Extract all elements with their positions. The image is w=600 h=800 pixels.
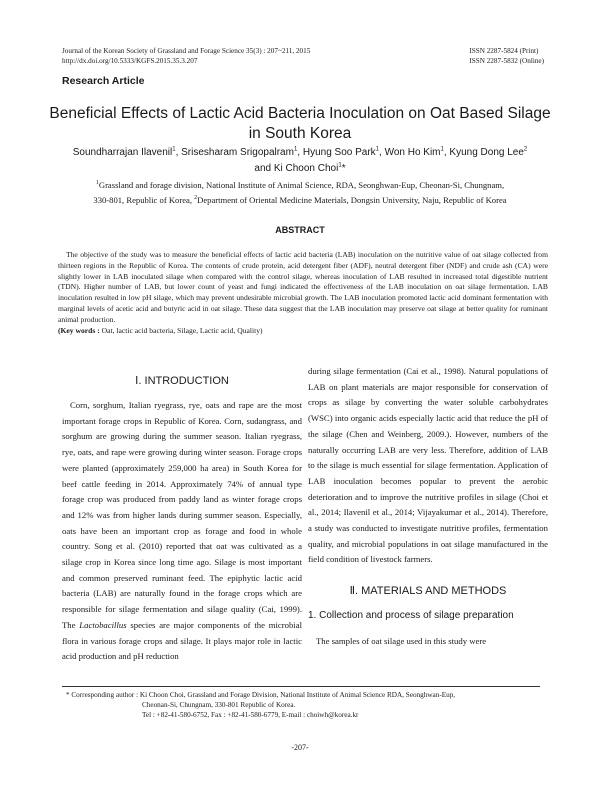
corr-line-3: Tel : +82-41-580-6752, Fax : +82-41-580-6779, E-mail : choiwh@korea.kr [142, 711, 359, 720]
author-name: , Won Ho Kim [379, 147, 441, 158]
affiliation-text: Grassland and forage division, National Institute of Animal Science, RDA, Seonghwan-Eup, Cheonan-Si, Chungnam, [98, 180, 505, 190]
affiliation-line-1 [40, 178, 560, 193]
methods-heading: Ⅱ. MATERIALS AND METHODS [349, 585, 507, 598]
affil-mark: 2 [194, 195, 198, 202]
methods-subheading: 1. Collection and process of silage preparation [308, 610, 514, 622]
author-name: , Kyung Dong Lee [443, 147, 524, 158]
paper-title [40, 104, 560, 144]
author-list [40, 145, 560, 177]
doi-link[interactable]: http://dx.doi.org/10.5333/KGFS.2015.35.3.207 [62, 57, 198, 65]
affiliation-text: 330-801, Republic of Korea, [93, 195, 195, 205]
author-name: , Srisesharam Srigopalram [175, 147, 294, 158]
intro-text: species are major components of the microbial flora in various forage crops and silage. It plays major role in lactic acid production and pH reduction [62, 619, 302, 662]
issn-print: ISSN 2287-5824 (Print) [469, 47, 539, 55]
keywords-label: (Key words : [58, 325, 100, 335]
intro-text: Corn, sorghum, Italian ryegrass, rye, oats and rape are the most important forage crops in Republic of Korea. Corn, sudangrass, and sorghum are growing during the summer season. Italian ryegrass, rye, oats, and rape were growing during winter season. Forage crops were planted (approximately 259,000 ha area) in South Korea for beef cattle feeding in 2014. Approximately 74% of annual type forage crop was produced from paddy land as winter forage crops and 12% was from higher lands during summer season. Especially, oats have been an important crop as forage and food in whole country. Song et al. (2010) reported that oat was cultivated as a silage crop in Korea since long time ago. Silage is most important and common preserved ruminant feed. The epiphytic lactic acid bacteria (LAB) are naturally found in the forage crops which are responsible for silage fermentation and silage quality (Cai, 1999). The [62, 400, 302, 630]
right-column [308, 364, 548, 650]
author-affil-mark: 1 [440, 146, 444, 153]
affiliations [40, 178, 560, 208]
corr-line-2: Cheonan-Si, Chungnam, 330-801 Republic of Korea. [142, 701, 296, 710]
author-affil-mark: 1 [172, 146, 176, 153]
author-affil-mark: 1 [293, 146, 298, 153]
corresponding-author-note [66, 690, 556, 721]
intro-genus-name: Lactobacillus [79, 619, 127, 630]
keywords-list: Oat, lactic acid bacteria, Silage, Lactic acid, Quality) [99, 325, 263, 335]
intro-continuation: during silage fermentation (Cai et al., 1998). Natural populations of LAB on plant materials are major responsible for conservation of crops as silage by converting the water soluble carbohydrates (WSC) into organic acids especially lactic acid that reduce the pH of the silage (Chen and Weinberg, 2009.). However, numbers of the naturally occurring LAB are very less. Therefore, addition of LAB to the silage is much essential for silage fermentation. Application of LAB inoculation becomes popular to prevent the aerobic deterioration and to improve the nutritive profiles in silage (Choi et al., 2014; Ilavenil et al., 2014; Vijayakumar et al., 2014). Therefore, a study was conducted to investigate nutritive profiles, fermentation quality, and microbial populations in oat silage manufactured in the field condition of livestock farmers. [308, 366, 548, 565]
intro-paragraph [62, 398, 302, 665]
issn-online: ISSN 2287-5832 (Online) [469, 57, 544, 65]
author-affil-mark: 2 [523, 146, 528, 153]
author-name: and Ki Choon Choi [254, 163, 339, 174]
intro-heading: Ⅰ. INTRODUCTION [135, 375, 229, 387]
affil-mark: 1 [95, 180, 99, 187]
affiliation-text: Department of Oriental Medicine Materials, Dongsin University, Naju, Republic of Korea [197, 195, 507, 205]
abstract [58, 250, 548, 336]
author-line-2 [40, 161, 560, 177]
author-name: Soundharrajan Ilavenil [72, 147, 173, 158]
title-line-2: in South Korea [248, 125, 352, 142]
affiliation-line-2 [40, 193, 560, 208]
title-line-1: Beneficial Effects of Lactic Acid Bacteria Inoculation on Oat Based Silage [49, 105, 551, 122]
journal-header [62, 46, 310, 66]
article-type: Research Article [62, 75, 145, 87]
issn-block [469, 46, 544, 66]
author-line-1 [40, 145, 560, 161]
methods-paragraph: The samples of oat silage used in this study were [316, 636, 487, 647]
author-affil-mark: 1 [338, 162, 342, 169]
left-column [62, 368, 302, 665]
abstract-heading: ABSTRACT [275, 225, 325, 235]
corr-label: * Corresponding author : [66, 691, 139, 699]
journal-citation: Journal of the Korean Society of Grassland and Forage Science 35(3) : 207~211, 2015 [62, 47, 311, 55]
keywords [58, 326, 548, 337]
author-affil-mark: 1 [375, 146, 380, 153]
corr-text: Ki Choon Choi, Grassland and Forage Division, National Institute of Animal Science RDA, Seonghwan-Eup, [138, 691, 456, 699]
abstract-body: The objective of the study was to measure the beneficial effects of lactic acid bacteria (LAB) inoculation on the nutritive value of oat silage collected from thirteen regions in the Republic of Korea. The contents of crude protein, acid detergent fiber (ADF), neutral detergent fiber (NDF) and crude ash (CA) were slightly lower in LAB inoculated silage when compared with the control silage, whereas inoculation of LAB resulted in increased total digestible nutrient (TDN). Higher number of LAB, but lower count of yeast and fungi indicated the effectiveness of the LAB inoculation on oat silage fermentation. LAB inoculation resulted in low pH silage, which may prevent undesirable microbial growth. The LAB inoculation promoted lactic acid dominant fermentation with marginal levels of acetic acid and butyric acid in oat silage. These data suggest that the LAB inoculation may preserve oat silage at better quality for ruminant animal production. [58, 250, 548, 324]
footnote-divider [62, 686, 540, 687]
corr-line-1 [66, 690, 556, 700]
page-number: -207- [291, 743, 309, 752]
author-name: , Hyung Soo Park [297, 147, 376, 158]
corresponding-mark: * [341, 163, 346, 174]
